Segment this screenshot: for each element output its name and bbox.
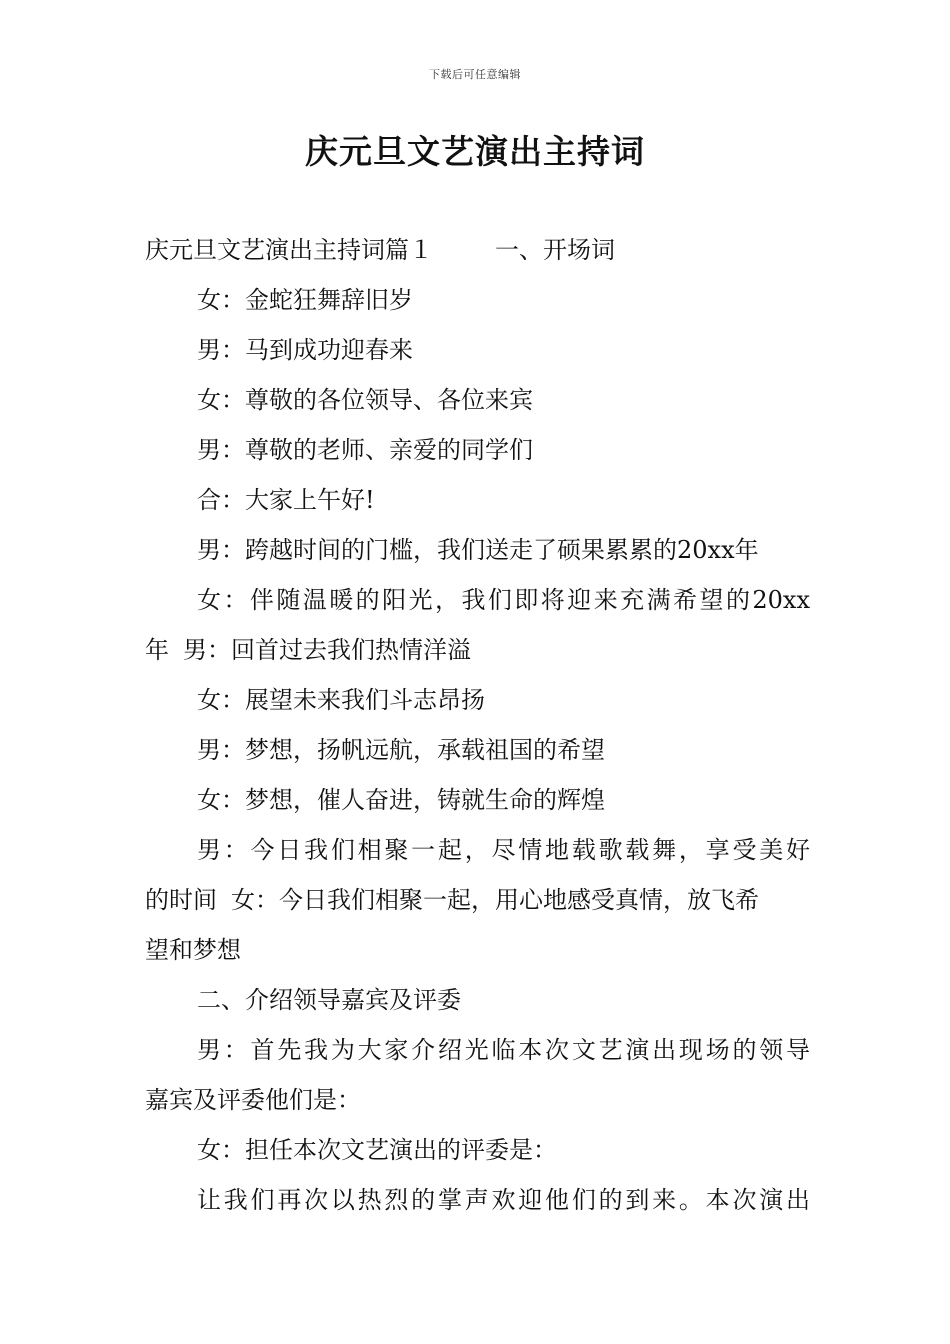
wrapped-text: 的时间 bbox=[145, 886, 217, 914]
dialogue-line-wrapped: 望和梦想 bbox=[145, 936, 241, 964]
section-subtitle-line bbox=[145, 225, 810, 275]
dialogue-line: 男：马到成功迎春来 bbox=[197, 336, 413, 364]
dialogue-line: 女：担任本次文艺演出的评委是： bbox=[197, 1136, 557, 1164]
dialogue-line-wrapped bbox=[145, 875, 810, 925]
section-heading-introductions: 二、介绍领导嘉宾及评委 bbox=[197, 986, 461, 1014]
dialogue-line: 男：首先我为大家介绍光临本次文艺演出现场的领导 bbox=[197, 1036, 810, 1064]
dialogue-line: 让我们再次以热烈的掌声欢迎他们的到来。本次演出 bbox=[197, 1186, 810, 1214]
dialogue-text: 女：今日我们相聚一起，用心地感受真情，放飞希 bbox=[231, 886, 759, 914]
dialogue-line-wrapped bbox=[145, 625, 810, 675]
wrapped-text: 年 bbox=[145, 636, 169, 664]
dialogue-line: 女：展望未来我们斗志昂扬 bbox=[197, 686, 485, 714]
dialogue-line: 男：今日我们相聚一起，尽情地载歌载舞，享受美好 bbox=[197, 836, 810, 864]
dialogue-text: 男：回首过去我们热情洋溢 bbox=[183, 636, 471, 664]
dialogue-line: 合：大家上午好! bbox=[197, 486, 375, 514]
document-title: 庆元旦文艺演出主持词 bbox=[305, 132, 645, 171]
dialogue-line: 女：金蛇狂舞辞旧岁 bbox=[197, 286, 413, 314]
dialogue-line: 男：尊敬的老师、亲爱的同学们 bbox=[197, 436, 533, 464]
dialogue-line: 女：梦想，催人奋进，铸就生命的辉煌 bbox=[197, 786, 605, 814]
dialogue-line-wrapped: 嘉宾及评委他们是： bbox=[145, 1086, 361, 1114]
dialogue-line: 男：跨越时间的门槛，我们送走了硕果累累的20xx年 bbox=[197, 536, 759, 564]
section-heading-opening: 一、开场词 bbox=[495, 236, 615, 264]
dialogue-line: 男：梦想，扬帆远航，承载祖国的希望 bbox=[197, 736, 605, 764]
document-body bbox=[145, 225, 810, 1225]
section-subtitle: 庆元旦文艺演出主持词篇１ bbox=[145, 236, 433, 264]
dialogue-line: 女：尊敬的各位领导、各位来宾 bbox=[197, 386, 533, 414]
dialogue-line: 女：伴随温暖的阳光，我们即将迎来充满希望的20xx bbox=[197, 586, 810, 614]
header-note: 下载后可任意编辑 bbox=[429, 68, 521, 81]
